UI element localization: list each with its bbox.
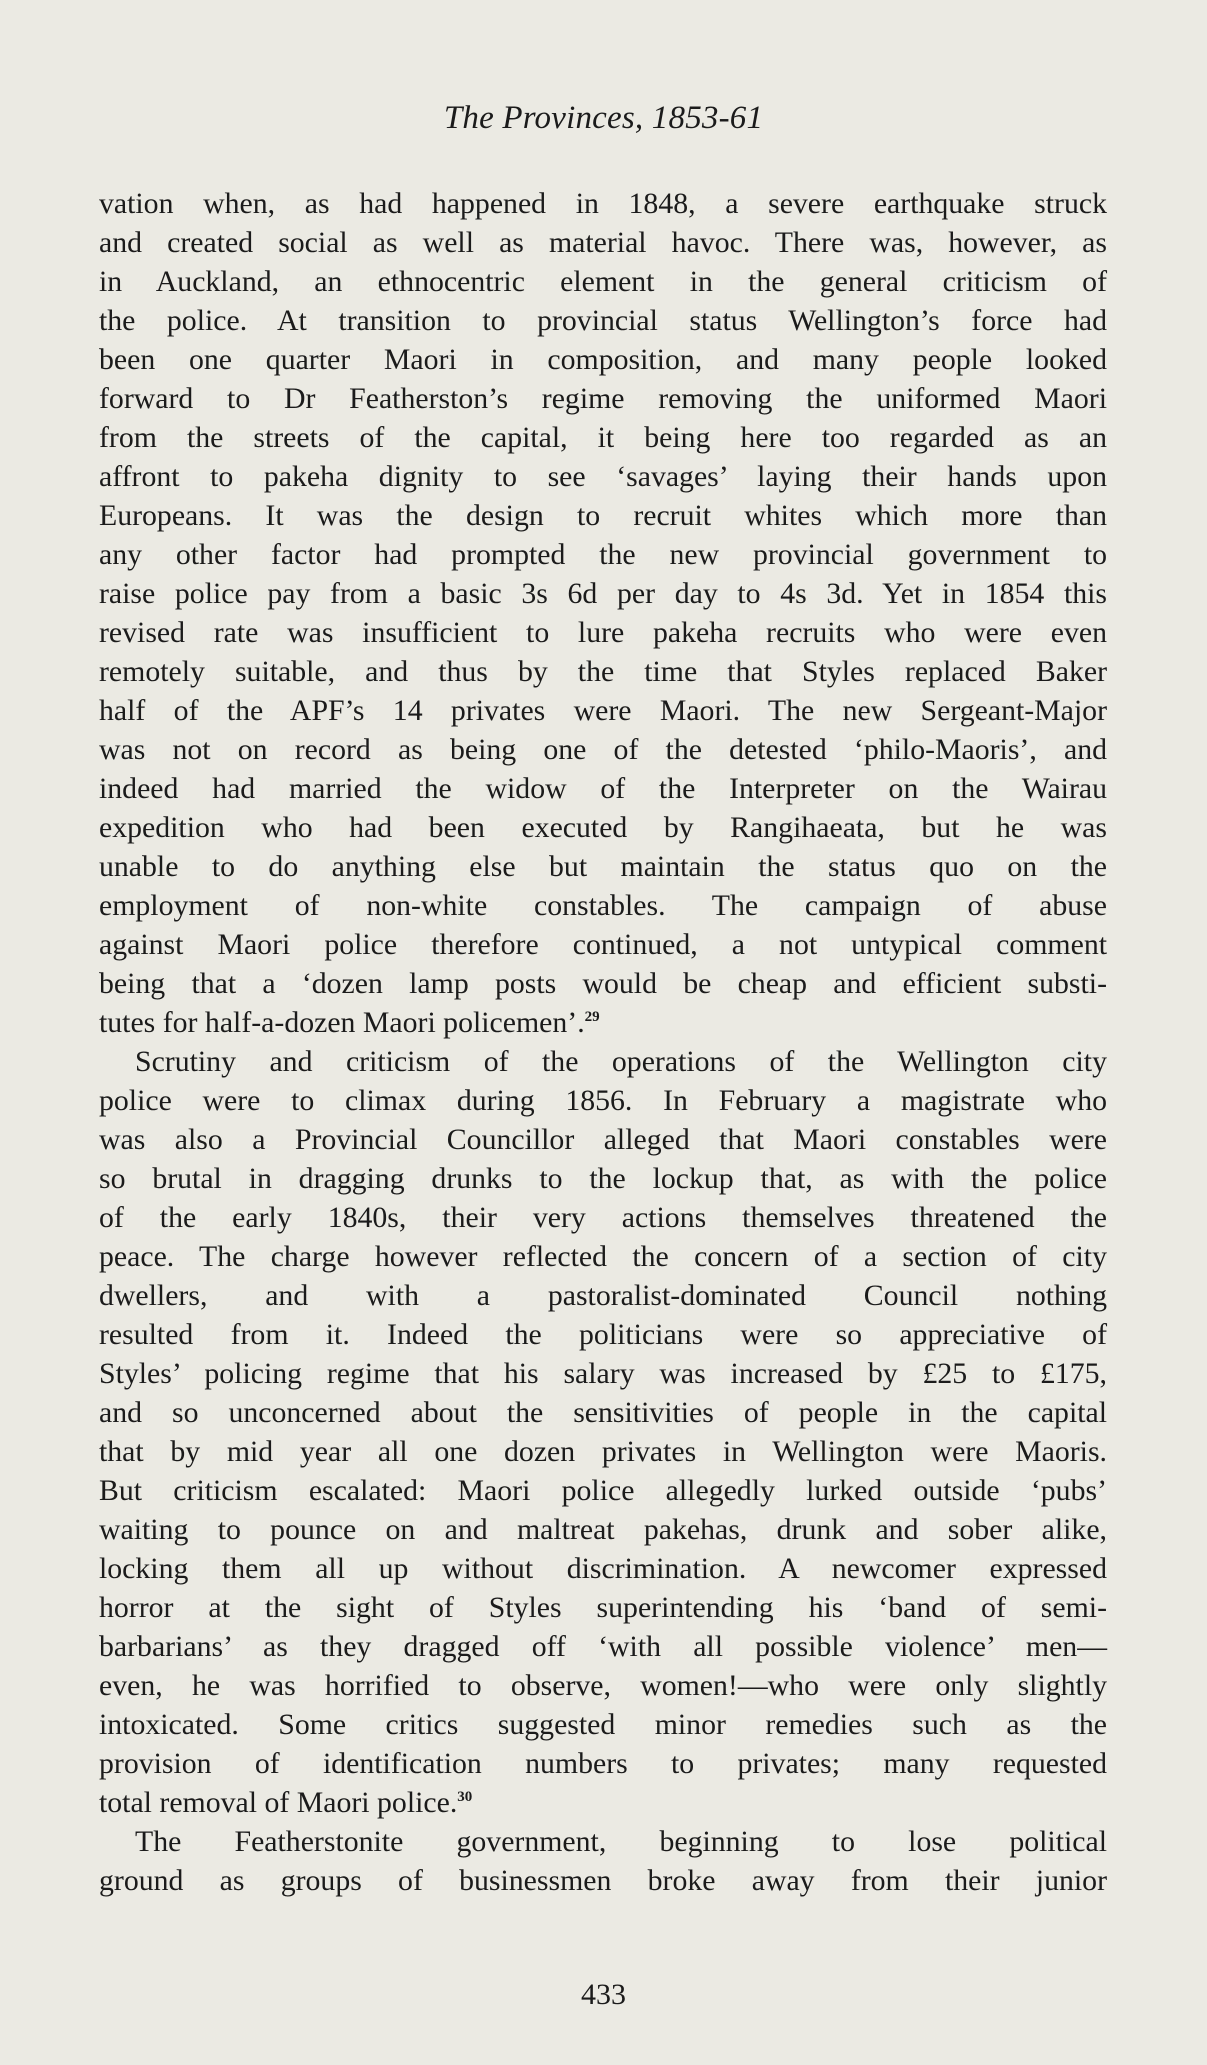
text-line: being that a ‘dozen lamp posts would be cheap and efficient substi- [99,967,1107,1000]
text-line: and so unconcerned about the sensitivities of people in the capital [99,1396,1107,1429]
text-line: locking them all up without discrimination. A newcomer expressed [99,1552,1107,1585]
text-line: barbarians’ as they dragged off ‘with all possible violence’ men— [99,1630,1107,1663]
paragraph-p1 [99,184,1107,1042]
text-line: revised rate was insufficient to lure pakeha recruits who were even [99,616,1107,649]
text-line: and created social as well as material havoc. There was, however, as [99,226,1107,259]
text-line: indeed had married the widow of the Interpreter on the Wairau [99,772,1107,805]
text-line: raise police pay from a basic 3s 6d per day to 4s 3d. Yet in 1854 this [99,577,1107,610]
text-line: ground as groups of businessmen broke away from their junior [99,1864,1107,1897]
text-line: unable to do anything else but maintain the status quo on the [99,850,1107,883]
text-line: peace. The charge however reflected the concern of a section of city [99,1240,1107,1273]
text-line: was also a Provincial Councillor alleged that Maori constables were [99,1123,1107,1156]
text-line: But criticism escalated: Maori police allegedly lurked outside ‘pubs’ [99,1474,1107,1507]
running-head: The Provinces, 1853-61 [443,100,764,136]
text-line: intoxicated. Some critics suggested minor remedies such as the [99,1708,1107,1741]
text-line: forward to Dr Featherston’s regime removing the uniformed Maori [99,382,1107,415]
text-line: dwellers, and with a pastoralist-dominated Council nothing [99,1279,1107,1312]
text-line: vation when, as had happened in 1848, a severe earthquake struck [99,187,1107,220]
text-line: resulted from it. Indeed the politicians were so appreciative of [99,1318,1107,1351]
text-line: so brutal in dragging drunks to the lockup that, as with the police [99,1162,1107,1195]
footnote-marker: 30 [457,1789,473,1806]
text-line: the police. At transition to provincial status Wellington’s force had [99,304,1107,337]
text-line: in Auckland, an ethnocentric element in the general criticism of [99,265,1107,298]
text-line: expedition who had been executed by Rangihaeata, but he was [99,811,1107,844]
text-line: any other factor had prompted the new provincial government to [99,538,1107,571]
text-line: The Featherstonite government, beginning to lose political [135,1825,1107,1858]
text-line: was not on record as being one of the detested ‘philo-Maoris’, and [99,733,1107,766]
text-line: provision of identification numbers to privates; many requested [99,1747,1107,1780]
text-line: Styles’ policing regime that his salary was increased by £25 to £175, [99,1357,1107,1390]
text-line: total removal of Maori police.$^{30}$ [99,1786,473,1819]
text-line: Europeans. It was the design to recruit whites which more than [99,499,1107,532]
paragraph-p2 [99,1042,1107,1822]
text-line: even, he was horrified to observe, women!—who were only slightly [99,1669,1107,1702]
text-line: been one quarter Maori in composition, and many people looked [99,343,1107,376]
text-line: from the streets of the capital, it being here too regarded as an [99,421,1107,454]
page-number: 433 [581,1978,626,2011]
text-line: horror at the sight of Styles superintending his ‘band of semi- [99,1591,1107,1624]
text-line: remotely suitable, and thus by the time that Styles replaced Baker [99,655,1107,688]
text-line: that by mid year all one dozen privates in Wellington were Maoris. [99,1435,1107,1468]
text-line: waiting to pounce on and maltreat pakehas, drunk and sober alike, [99,1513,1107,1546]
text-line: of the early 1840s, their very actions themselves threatened the [99,1201,1107,1234]
body-text [99,184,1107,1900]
footnote-marker: 29 [584,1009,600,1026]
paragraph-p3 [99,1822,1107,1900]
text-line: tutes for half-a-dozen Maori policemen’.$^{29}$ [99,1006,600,1039]
text-line: Scrutiny and criticism of the operations of the Wellington city [135,1045,1107,1078]
text-line: police were to climax during 1856. In February a magistrate who [99,1084,1107,1117]
text-line: affront to pakeha dignity to see ‘savages’ laying their hands upon [99,460,1107,493]
text-line: employment of non-white constables. The campaign of abuse [99,889,1107,922]
text-line: half of the APF’s 14 privates were Maori. The new Sergeant-Major [99,694,1107,727]
text-line: against Maori police therefore continued, a not untypical comment [99,928,1107,961]
